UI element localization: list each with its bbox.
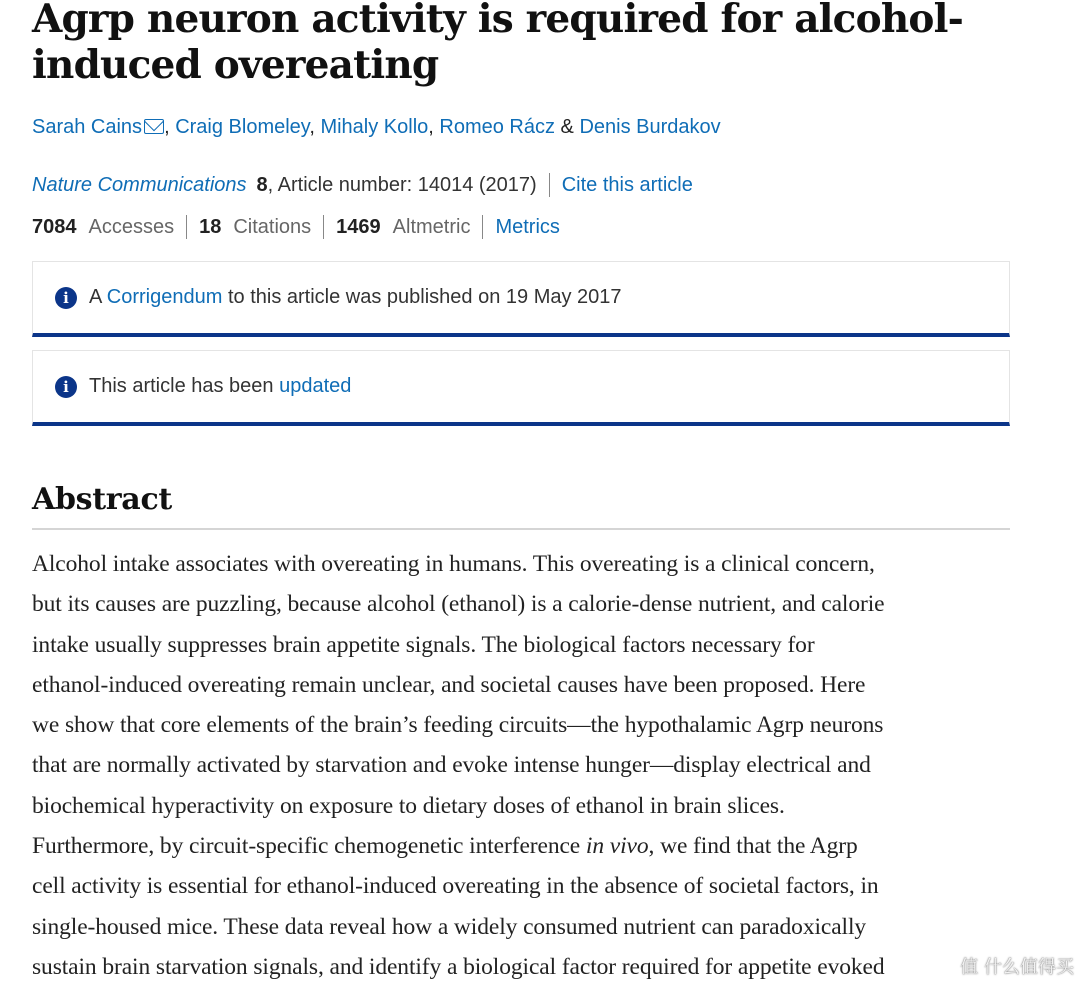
author-separator: , xyxy=(164,116,176,138)
altmetric-count: 1469 xyxy=(336,216,381,238)
article-metrics xyxy=(32,214,1010,240)
abstract-line xyxy=(32,826,1022,866)
metrics-link[interactable]: Metrics xyxy=(495,216,560,238)
abstract-fragment: , we find that the Agrp xyxy=(648,833,858,860)
article-container xyxy=(32,0,1010,987)
corrigendum-link[interactable]: Corrigendum xyxy=(106,286,223,308)
update-notice xyxy=(32,350,1010,426)
info-icon: i xyxy=(55,287,77,309)
article-number: , Article number: 14014 (2017) xyxy=(267,174,537,196)
abstract-line: but its causes are puzzling, because alcohol (ethanol) is a calorie-dense nutrient, and calorie xyxy=(32,591,885,618)
abstract-heading: Abstract xyxy=(32,482,1010,530)
updated-link[interactable]: updated xyxy=(279,375,352,397)
abstract-line: cell activity is essential for ethanol-induced overeating in the absence of societal factors, in xyxy=(32,873,879,900)
author-link-3[interactable]: Mihaly Kollo xyxy=(320,116,429,138)
accesses-count: 7084 xyxy=(32,216,77,238)
citations-count: 18 xyxy=(199,216,222,238)
abstract-line: sustain brain starvation signals, and identify a biological factor required for appetite evoked xyxy=(32,953,885,980)
corrigendum-notice xyxy=(32,261,1010,337)
notice-text xyxy=(89,286,622,309)
abstract-italic: in vivo xyxy=(585,833,649,860)
notice-text xyxy=(89,375,351,398)
title-line-1: Agrp neuron activity is required for alcohol- xyxy=(32,0,964,42)
journal-volume: 8 xyxy=(256,174,268,196)
abstract-line: intake usually suppresses brain appetite signals. The biological factors necessary for xyxy=(32,631,815,658)
altmetric-label: Altmetric xyxy=(392,216,471,238)
journal-name-link[interactable]: Nature Communications xyxy=(32,174,247,196)
accesses-label: Accesses xyxy=(88,216,175,238)
watermark: 值 什么值得买 xyxy=(960,957,1074,978)
author-list xyxy=(32,114,1010,140)
author-link-1[interactable]: Sarah Cains xyxy=(32,116,143,138)
abstract-text xyxy=(32,544,1022,987)
abstract-line: single-housed mice. These data reveal how a widely consumed nutrient can paradoxically xyxy=(32,913,867,940)
title-line-2: induced overeating xyxy=(32,42,439,88)
citations-label: Citations xyxy=(233,216,312,238)
divider xyxy=(482,215,483,239)
author-link-5[interactable]: Denis Burdakov xyxy=(579,116,721,138)
author-link-2[interactable]: Craig Blomeley xyxy=(175,116,310,138)
author-separator: , xyxy=(309,116,321,138)
notice-prefix: A xyxy=(89,286,107,308)
divider xyxy=(323,215,324,239)
abstract-line: Alcohol intake associates with overeating in humans. This overeating is a clinical concern, xyxy=(32,551,875,577)
divider xyxy=(549,173,550,197)
author-separator: , xyxy=(428,116,440,138)
abstract-fragment: Furthermore, by circuit-specific chemogenetic interference xyxy=(32,833,586,860)
abstract-line: that are normally activated by starvation and evoke intense hunger—display electrical and xyxy=(32,752,871,779)
info-icon: i xyxy=(55,376,77,398)
author-link-4[interactable]: Romeo Rácz xyxy=(439,116,555,138)
citation-line xyxy=(32,172,1010,198)
abstract-line: ethanol-induced overeating remain unclear, and societal causes have been proposed. Here xyxy=(32,671,866,698)
abstract-line: biochemical hyperactivity on exposure to dietary doses of ethanol in brain slices. xyxy=(32,792,785,819)
notice-prefix: This article has been xyxy=(89,375,280,397)
mail-icon[interactable] xyxy=(144,119,164,134)
divider xyxy=(186,215,187,239)
cite-this-article-link[interactable]: Cite this article xyxy=(561,174,693,196)
notice-suffix: to this article was published on 19 May 2017 xyxy=(222,286,622,308)
author-separator: & xyxy=(555,116,580,138)
abstract-line: we show that core elements of the brain’s feeding circuits—the hypothalamic Agrp neurons xyxy=(32,712,884,739)
article-title xyxy=(32,0,1010,88)
